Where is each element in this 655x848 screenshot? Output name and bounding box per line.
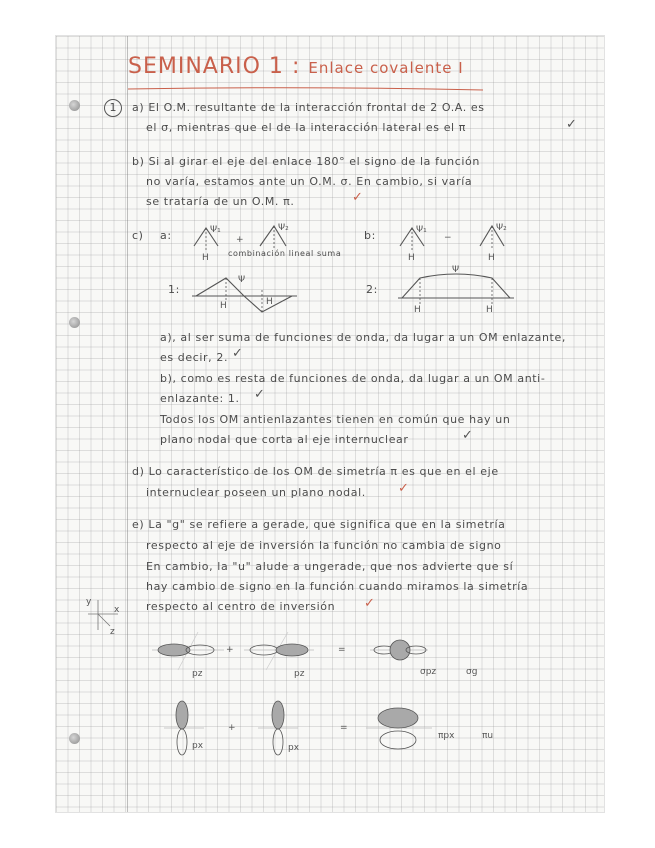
h-label: H: [202, 253, 209, 263]
psi2-label: Ψ₂: [278, 223, 289, 233]
psi-label: Ψ: [452, 265, 460, 275]
px-label: px: [192, 741, 204, 751]
section-c-text6: plano nodal que corta al eje internuclear: [160, 433, 409, 446]
section-d-line2: internuclear poseen un plano nodal.: [146, 486, 366, 499]
section-c-text5: Todos los OM antienlazantes tienen en común que hay un: [160, 413, 511, 426]
psi1-label: Ψ₁: [210, 225, 221, 235]
section-e-line2: respecto al eje de inversión la función no cambia de signo: [146, 539, 502, 552]
antibonding-graph: [192, 272, 302, 318]
section-c-text3: b), como es resta de funciones de onda, da lugar a un OM anti-: [160, 372, 546, 385]
section-c-text4: enlazante: 1.: [160, 392, 240, 405]
h-label: H: [486, 305, 493, 315]
section-b-line3: se trataría de un O.M. π.: [146, 195, 295, 208]
combination-note: combinación lineal suma: [228, 249, 342, 258]
h-label: H: [408, 253, 415, 263]
binder-hole: [69, 317, 80, 328]
question-number: 1: [104, 99, 122, 117]
check-mark-icon: ✓: [566, 117, 577, 132]
axes-sketch: [84, 596, 124, 636]
wave-sketch-b: [396, 218, 516, 262]
binder-hole: [69, 100, 80, 111]
title-subtitle: Enlace covalente I: [308, 59, 464, 77]
pz-label: pz: [294, 669, 305, 679]
psi2-label: Ψ₂: [496, 223, 507, 233]
section-a-line1: a) El O.M. resultante de la interacción frontal de 2 O.A. es: [132, 101, 485, 114]
title-separator: :: [291, 54, 301, 79]
title-underline: [128, 86, 488, 92]
px-label: px: [288, 743, 300, 753]
pz-label: pz: [192, 669, 203, 679]
sigma-g-label: σg: [466, 667, 478, 677]
section-b-line1: b) Si al girar el eje del enlace 180° el signo de la función: [132, 155, 480, 168]
page-title: [128, 54, 464, 79]
section-d-line1: d) Lo característico de los OM de simetría π es que en el eje: [132, 465, 499, 478]
section-a-line2: el σ, mientras que el de la interacción lateral es el π: [146, 121, 467, 134]
h-label: H: [266, 297, 273, 307]
check-mark-icon: ✓: [254, 387, 265, 402]
graph2-label: 2:: [366, 283, 378, 296]
sigma-pz-label: σpz: [420, 667, 437, 677]
pi-px-label: πpx: [438, 731, 455, 741]
psi1-label: Ψ₁: [416, 225, 427, 235]
section-c-text1: a), al ser suma de funciones de onda, da lugar a un OM enlazante,: [160, 331, 566, 344]
h-label: H: [220, 301, 227, 311]
equals-sign: =: [340, 723, 348, 733]
section-c-b-label: b:: [364, 229, 376, 242]
plus-sign: +: [236, 235, 244, 245]
section-c-a-label: a:: [160, 229, 172, 242]
plus-sign: +: [228, 723, 236, 733]
title-main: SEMINARIO 1: [128, 54, 284, 79]
sigma-orbital-diagram: [148, 630, 508, 684]
margin-line: [127, 36, 128, 812]
pi-u-label: πu: [482, 731, 494, 741]
pi-orbital-diagram: [160, 698, 510, 760]
check-mark-icon: ✓: [352, 190, 363, 205]
check-mark-icon: ✓: [364, 596, 375, 611]
h-label: H: [488, 253, 495, 263]
axis-z-label: z: [110, 627, 115, 637]
section-c-text2: es decir, 2.: [160, 351, 229, 364]
section-e-line3: En cambio, la "u" alude a ungerade, que nos advierte que sí: [146, 560, 514, 573]
section-e-line5: respecto al centro de inversión: [146, 600, 336, 613]
check-mark-icon: ✓: [232, 346, 243, 361]
psi-label: Ψ: [238, 275, 246, 285]
equals-sign: =: [338, 645, 346, 655]
section-b-line2: no varía, estamos ante un O.M. σ. En cambio, si varía: [146, 175, 473, 188]
minus-sign: −: [444, 233, 452, 243]
binder-hole: [69, 733, 80, 744]
check-mark-icon: ✓: [462, 428, 473, 443]
check-mark-icon: ✓: [398, 481, 409, 496]
plus-sign: +: [226, 645, 234, 655]
section-c-label: c): [132, 229, 144, 242]
bonding-graph: [398, 264, 518, 314]
section-e-line4: hay cambio de signo en la función cuando miramos la simetría: [146, 580, 529, 593]
axis-x-label: x: [114, 605, 120, 615]
graph1-label: 1:: [168, 283, 180, 296]
h-label: H: [414, 305, 421, 315]
axis-y-label: y: [86, 597, 92, 607]
section-e-line1: e) La "g" se refiere a gerade, que significa que en la simetría: [132, 518, 506, 531]
